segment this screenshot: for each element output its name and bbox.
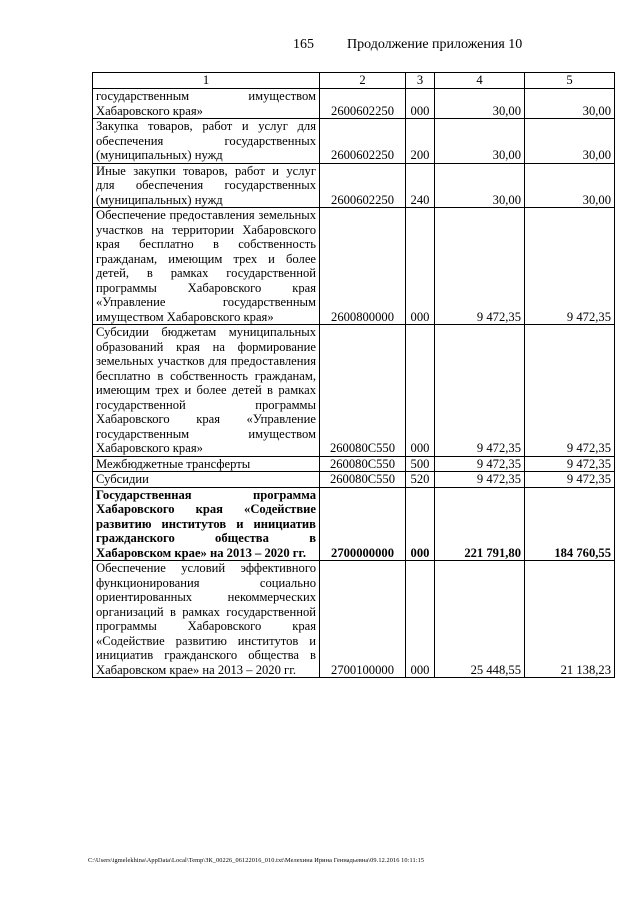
row-expense-type: 520	[406, 472, 435, 488]
row-amount-col4: 30,00	[435, 163, 525, 208]
row-name: Обеспечение условий эффективного функционирования социально ориентированных некоммерческих организаций в рамках государственной программы Хабаровского края «Содействие развитию институтов и инициатив гражданского общества в Хабаровском крае» на 2013 – 2020 гг.	[93, 561, 320, 678]
row-amount-col5: 30,00	[525, 119, 615, 164]
table-row-program-total	[93, 487, 615, 561]
row-name: Обеспечение предоставления земельных участков на территории Хабаровского края бесплатно в собственность гражданам, имеющим трех и более детей, в рамках государственной программы Хабаровского края «Управление государственным имуществом Хабаровского края»	[93, 208, 320, 325]
row-amount-col5: 30,00	[525, 89, 615, 119]
row-amount-col5: 9 472,35	[525, 208, 615, 325]
row-name: Иные закупки товаров, работ и услуг для обеспечения государственных (муниципальных) нужд	[93, 163, 320, 208]
row-code: 2600800000	[320, 208, 406, 325]
row-name: государственным имуществом Хабаровского края»	[93, 89, 320, 119]
row-expense-type: 240	[406, 163, 435, 208]
row-name: Субсидии	[93, 472, 320, 488]
column-header-1: 1	[93, 73, 320, 89]
table-row	[93, 325, 615, 457]
row-amount-col4: 25 448,55	[435, 561, 525, 678]
table-row	[93, 208, 615, 325]
row-amount-col5: 30,00	[525, 163, 615, 208]
row-amount-col5: 184 760,55	[525, 487, 615, 561]
table-row	[93, 456, 615, 472]
column-header-4: 4	[435, 73, 525, 89]
row-expense-type: 500	[406, 456, 435, 472]
table-row	[93, 472, 615, 488]
row-code: 260080С550	[320, 472, 406, 488]
table-row	[93, 561, 615, 678]
row-amount-col4: 9 472,35	[435, 208, 525, 325]
row-amount-col4: 30,00	[435, 119, 525, 164]
row-expense-type: 000	[406, 208, 435, 325]
row-name: Межбюджетные трансферты	[93, 456, 320, 472]
row-name: Субсидии бюджетам муниципальных образований края на формирование земельных участков для предоставления бесплатно в собственность гражданам, имеющим трех и более детей в рамках государственной программы Хабаровского края «Управление государственным имуществом Хабаровского края»	[93, 325, 320, 457]
row-code: 2600602250	[320, 119, 406, 164]
row-name: Государственная программа Хабаровского края «Содействие развитию институтов и инициатив гражданского общества в Хабаровском крае» на 2013 – 2020 гг.	[93, 487, 320, 561]
row-amount-col5: 21 138,23	[525, 561, 615, 678]
budget-table	[92, 72, 615, 678]
column-header-3: 3	[406, 73, 435, 89]
row-amount-col4: 30,00	[435, 89, 525, 119]
table-row	[93, 163, 615, 208]
row-code: 2600602250	[320, 89, 406, 119]
table-row	[93, 119, 615, 164]
row-amount-col5: 9 472,35	[525, 325, 615, 457]
row-code: 2600602250	[320, 163, 406, 208]
row-amount-col4: 9 472,35	[435, 472, 525, 488]
column-header-2: 2	[320, 73, 406, 89]
appendix-title: Продолжение приложения 10	[347, 37, 523, 52]
row-expense-type: 000	[406, 89, 435, 119]
row-code: 260080С550	[320, 456, 406, 472]
row-expense-type: 000	[406, 487, 435, 561]
page-number: 165	[293, 37, 314, 52]
row-expense-type: 000	[406, 561, 435, 678]
row-amount-col5: 9 472,35	[525, 472, 615, 488]
table-row	[93, 89, 615, 119]
row-code: 2700100000	[320, 561, 406, 678]
row-amount-col4: 9 472,35	[435, 325, 525, 457]
row-amount-col4: 221 791,80	[435, 487, 525, 561]
row-expense-type: 200	[406, 119, 435, 164]
column-header-5: 5	[525, 73, 615, 89]
row-expense-type: 000	[406, 325, 435, 457]
table-header-row	[93, 73, 615, 89]
footer-file-path: C:\Users\igmelekhina\AppData\Local\Temp\ЗК_00226_06122016_010.txt\Мелехина Ирина Геннадьевна\09.12.2016 10:11:15	[88, 857, 425, 864]
row-code: 2700000000	[320, 487, 406, 561]
row-amount-col4: 9 472,35	[435, 456, 525, 472]
row-amount-col5: 9 472,35	[525, 456, 615, 472]
page-header	[0, 37, 640, 57]
row-name: Закупка товаров, работ и услуг для обеспечения государственных (муниципальных) нужд	[93, 119, 320, 164]
row-code: 260080С550	[320, 325, 406, 457]
